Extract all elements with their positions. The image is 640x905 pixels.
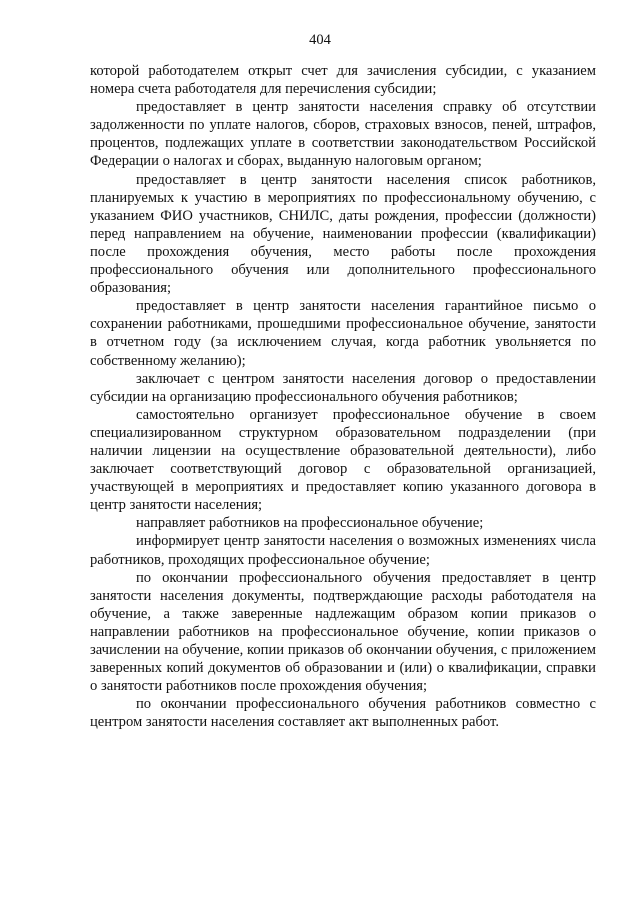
paragraph-sends-employees: направляет работников на профессиональное обучение; bbox=[136, 515, 484, 532]
paragraph-organizes-training: самостоятельно организует профессиональное обучение в своем специализированном структурном образовательном подразделении (при наличии лицензии на осуществление образовательной деятельности), либо заключает соответствующий договор с образовательной организацией, участвующей в мероприятиях и предоставляет копию указанного договора в центр занятости населения; bbox=[90, 406, 596, 514]
paragraph-continuation: которой работодателем открыт счет для зачисления субсидии, с указанием номера счета работодателя для перечисления субсидии; bbox=[90, 63, 596, 98]
paragraph-subsidy-agreement: заключает с центром занятости населения договор о предоставлении субсидии на организацию профессионального обучения работников; bbox=[90, 370, 596, 405]
paragraph-guarantee-letter: предоставляет в центр занятости населения гарантийное письмо о сохранении работниками, прошедшими профессиональное обучение, занятости в отчетном году (за исключением случая, когда работник увольняется по собственному желанию); bbox=[90, 298, 596, 369]
document-body bbox=[90, 62, 596, 731]
paragraph-employee-list: предоставляет в центр занятости населения список работников, планируемых к участию в мероприятиях по профессиональному обучению, с указанием ФИО участников, СНИЛС, даты рождения, профессии (должности) перед направлением на обучение, наименовании профессии (квалификации) после прохождения обучения, место работы после прохождения профессионального обучения или дополнительного профессионального образования; bbox=[90, 171, 596, 297]
paragraph-completion-act: по окончании профессионального обучения работников совместно с центром занятости населения составляет акт выполненных работ. bbox=[90, 696, 596, 731]
paragraph-tax-certificate: предоставляет в центр занятости населения справку об отсутствии задолженности по уплате налогов, сборов, страховых взносов, пеней, штрафов, процентов, подлежащих уплате в соответствии законодательством Российской Федерации о налогах и сборах, выданную налоговым органом; bbox=[90, 99, 596, 170]
paragraph-informs-center: информирует центр занятости населения о возможных изменениях числа работников, проходящих профессиональное обучение; bbox=[90, 533, 596, 568]
paragraph-provides-documents: по окончании профессионального обучения предоставляет в центр занятости населения документы, подтверждающие расходы работодателя на обучение, а также заверенные надлежащим образом копии приказов о направлении работников на профессиональное обучение, копии приказов о зачислении на обучение, копии приказов об окончании обучения, с приложением заверенных копий документов об образовании и (или) о квалификации, справки о занятости работников после прохождения обучения; bbox=[90, 569, 596, 695]
page-number: 404 bbox=[309, 32, 331, 48]
